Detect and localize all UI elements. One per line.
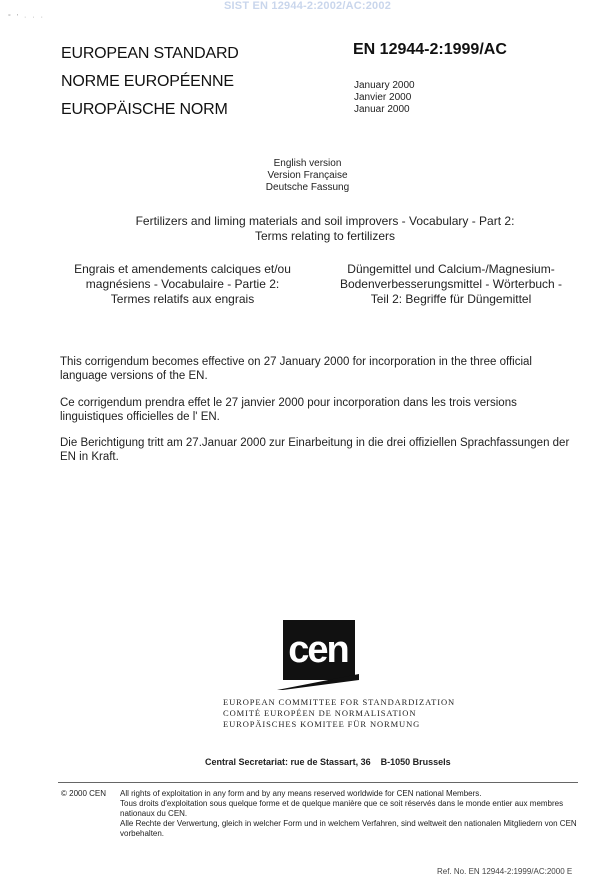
title-english: EUROPEAN STANDARD: [61, 45, 239, 62]
organization-name-english: EUROPEAN COMMITTEE FOR STANDARDIZATION: [223, 697, 456, 707]
version-french: Version Française: [267, 170, 348, 181]
title-de-line: Bodenverbesserungsmittel - Wörterbuch -: [339, 277, 563, 291]
organization-name-german: EUROPÄISCHES KOMITEE FÜR NORMUNG: [223, 719, 421, 729]
language-versions: [0, 158, 615, 194]
publication-dates: [354, 80, 415, 116]
title-en-line: Fertilizers and liming materials and soil improvers - Vocabulary - Part 2:: [135, 214, 515, 228]
footer-divider: [58, 782, 578, 783]
title-en-line: Terms relating to fertilizers: [254, 229, 396, 243]
corrigendum-notice-french: Ce corrigendum prendra effet le 27 janvier 2000 pour incorporation dans les trois versions linguistiques officielles de l' EN.: [60, 397, 517, 423]
title-german: EUROPÄISCHE NORM: [61, 101, 228, 118]
corrigendum-notice-german: Die Berichtigung tritt am 27.Januar 2000 zur Einarbeitung in die drei offiziellen Sprachfassungen der EN in Kraft.: [60, 437, 570, 463]
title-fr-line: Engrais et amendements calciques et/ou: [74, 262, 291, 276]
title-fr-line: magnésiens - Vocabulaire - Partie 2:: [85, 277, 280, 291]
date-german: Januar 2000: [354, 104, 410, 115]
standard-number: EN 12944-2:1999/AC: [353, 41, 507, 58]
cen-logo: [277, 618, 359, 690]
copyright-notice: © 2000 CEN: [61, 789, 107, 798]
version-english: English version: [273, 158, 342, 169]
date-french: Janvier 2000: [354, 92, 412, 103]
cen-logo-text: cen: [288, 629, 348, 671]
standard-titles: [61, 40, 239, 124]
rights-french: Tous droits d'exploitation sous quelque forme et de quelque manière que ce soit réservés dans le monde entier aux membres nationaux du CEN.: [120, 799, 564, 818]
document-watermark: SIST EN 12944-2:2002/AC:2002: [223, 0, 392, 12]
document-title-french: [55, 262, 310, 307]
organization-names: [223, 697, 455, 730]
title-fr-line: Termes relatifs aux engrais: [110, 292, 255, 306]
title-de-line: Teil 2: Begriffe für Düngemittel: [370, 292, 532, 306]
title-french: NORME EUROPÉENNE: [61, 73, 234, 90]
document-title-english: [60, 214, 590, 244]
corrigendum-notice-english: This corrigendum becomes effective on 27 January 2000 for incorporation in the three official language versions of the EN.: [60, 356, 532, 382]
rights-english: All rights of exploitation in any form and by any means reserved worldwide for CEN national Members.: [120, 789, 482, 798]
scan-speck: ° ' · · ·: [8, 14, 45, 21]
rights-statement: [120, 789, 580, 839]
reference-number: Ref. No. EN 12944-2:1999/AC:2000 E: [437, 867, 573, 876]
date-english: January 2000: [354, 80, 415, 91]
rights-german: Alle Rechte der Verwertung, gleich in welcher Form und in welchem Verfahren, sind weltweit den nationalen Mitgliedern von CEN vorbehalten.: [120, 819, 577, 838]
organization-name-french: COMITÉ EUROPÉEN DE NORMALISATION: [223, 708, 417, 718]
document-title-german: [316, 262, 586, 307]
title-de-line: Düngemittel und Calcium-/Magnesium-: [347, 262, 555, 276]
central-secretariat-address: Central Secretariat: rue de Stassart, 36 B-1050 Brussels: [205, 757, 451, 767]
version-german: Deutsche Fassung: [265, 182, 350, 193]
